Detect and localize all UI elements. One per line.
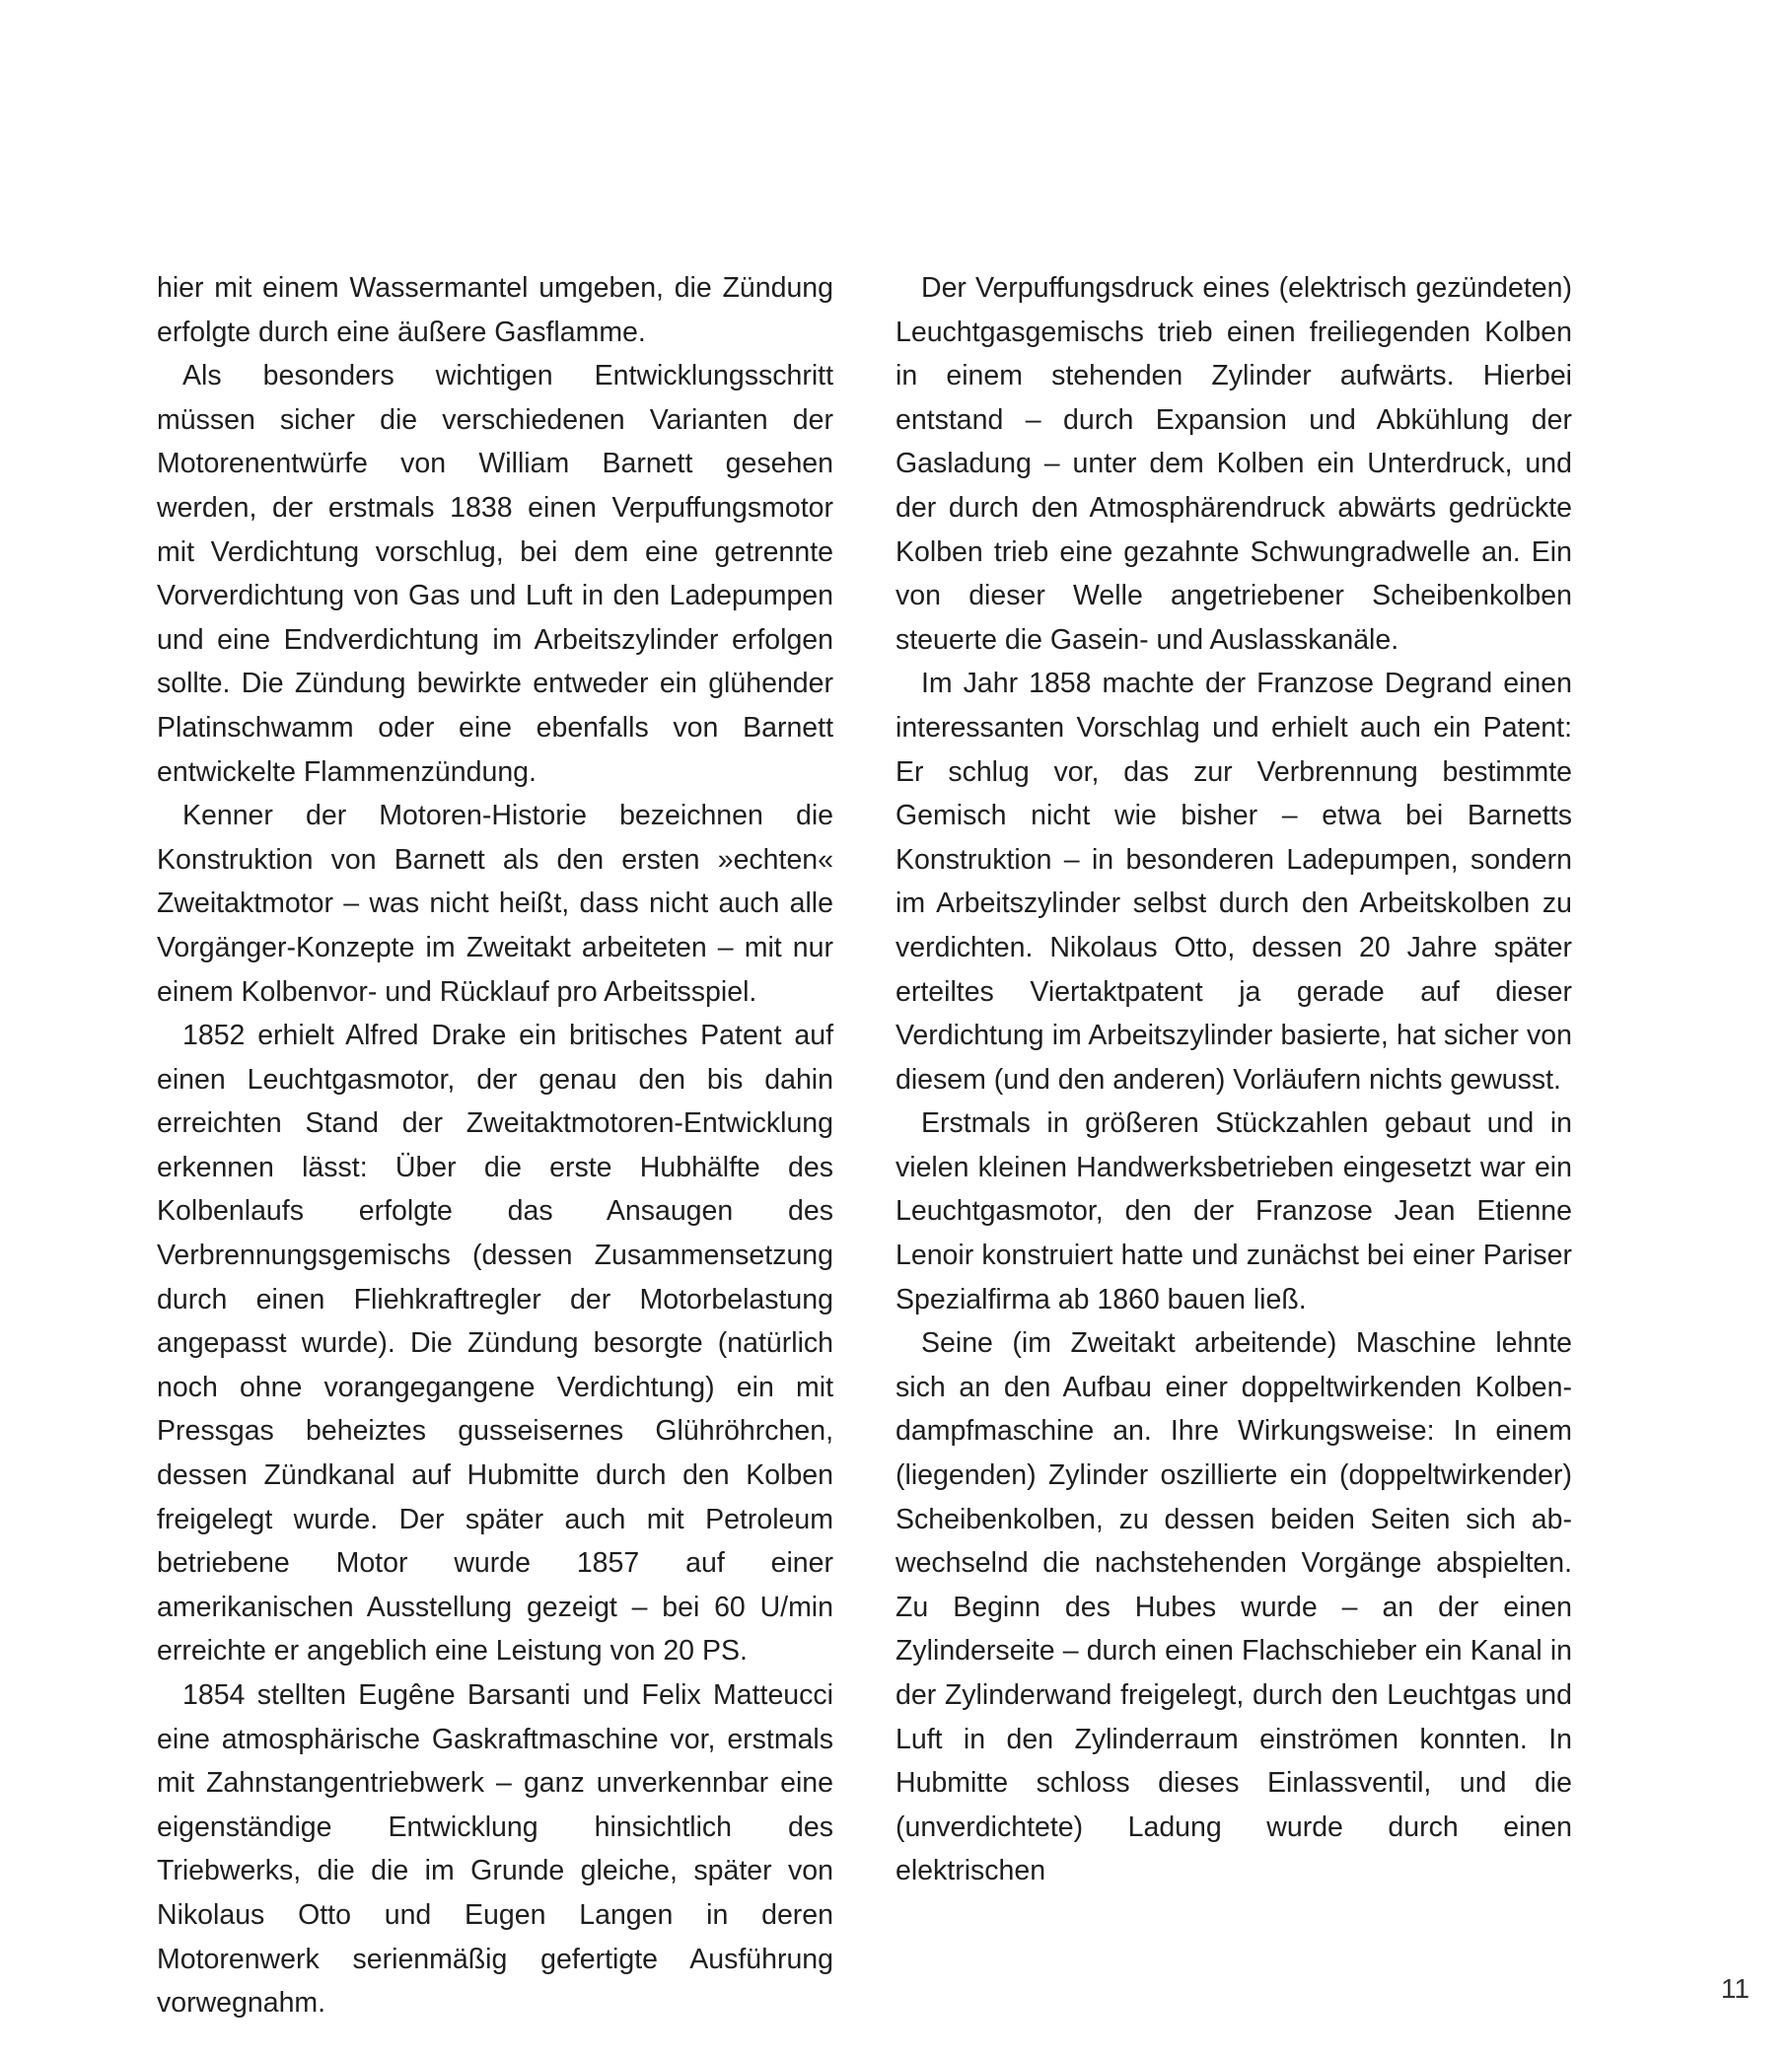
paragraph: Der Verpuffungsdruck eines (elektrisch gezündeten) Leuchtgasgemischs trieb einen freiliegenden Kolben in einem stehenden Zylinder aufwärts. Hierbei entstand – durch Expansion und Abkühlung der Gasladung – unter dem Kolben ein Unterdruck, und der durch den Atmosphärendruck abwärts gedrückte Kolben trieb eine gezahnte Schwungradwelle an. Ein von dieser Welle angetriebener Scheibenkolben steuerte die Gasein- und Auslasskanäle. xyxy=(896,272,1572,656)
left-text-column xyxy=(157,266,833,2025)
paragraph: 1854 stellten Eugêne Barsanti und Felix Matteucci eine atmosphärische Gaskraftmaschine vor, erstmals mit Zahnstangentriebwerk – ganz unverkennbar eine eigenständige Entwicklung hinsichtlich des Triebwerks, die die im Grunde gleiche, später von Nikolaus Otto und Eugen Langen in deren Motorenwerk serienmäßig gefertigte Ausführung vorwegnahm. xyxy=(157,1679,833,2020)
paragraph: Erstmals in größeren Stückzahlen gebaut und in vielen kleinen Handwerksbetrieben eingesetzt war ein Leuchtgasmotor, den der Franzose Jean Etienne Lenoir konstruiert hatte und zunächst bei einer Pariser Spezialfirma ab 1860 bauen ließ. xyxy=(896,1107,1572,1315)
paragraph: Im Jahr 1858 machte der Franzose Degrand einen interessanten Vorschlag und erhielt auch ein Patent: Er schlug vor, das zur Verbrennung bestimmte Gemisch nicht wie bisher – etwa bei Barnetts Konstruktion – in besonderen Ladepumpen, sondern im Arbeitszylinder selbst durch den Arbeitskolben zu verdichten. Nikolaus Otto, dessen 20 Jahre später erteiltes Viertaktpatent ja gerade auf dieser Verdichtung im Arbeitszylinder basierte, hat sicher von diesem (und den anderen) Vorläufern nichts gewusst. xyxy=(896,668,1572,1096)
paragraph: Als besonders wichtigen Entwicklungsschritt müssen sicher die verschiedenen Varianten der Motorenentwürfe von William Barnett gesehen werden, der erstmals 1838 einen Verpuffungsmotor mit Verdichtung vorschlug, bei dem eine getrennte Vorverdichtung von Gas und Luft in den Ladepumpen und eine Endverdichtung im Arbeitszylinder erfolgen sollte. Die Zündung bewirkte entweder ein glühender Platinschwamm oder eine ebenfalls von Barnett entwickelte Flammenzündung. xyxy=(157,360,833,788)
page-number: 11 xyxy=(1720,1973,1750,2004)
paragraph: hier mit einem Wassermantel umgeben, die Zündung erfolgte durch eine äußere Gasflamme. xyxy=(157,272,833,348)
paragraph: Seine (im Zweitakt arbeitende) Maschine lehnte sich an den Aufbau einer doppeltwirkenden Kolben-dampfmaschine an. Ihre Wirkungsweise: In einem (liegenden) Zylinder oszillierte ein (doppeltwirkender) Scheibenkolben, zu dessen beiden Seiten sich ab-wechselnd die nachstehenden Vorgänge abspielten. Zu Beginn des Hubes wurde – an der einen Zylinderseite – durch einen Flachschieber ein Kanal in der Zylinderwand freigelegt, durch den Leuchtgas und Luft in den Zylinderraum einströmen konnten. In Hubmitte schloss dieses Einlassventil, und die (unverdichtete) Ladung wurde durch einen elektrischen xyxy=(896,1327,1572,1887)
right-text-column xyxy=(896,266,1572,1893)
paragraph: 1852 erhielt Alfred Drake ein britisches Patent auf einen Leuchtgasmotor, der genau den bis dahin erreichten Stand der Zweitaktmotoren-Entwicklung erkennen lässt: Über die erste Hubhälfte des Kolbenlaufs erfolgte das Ansaugen des Verbrennungsgemischs (dessen Zusammensetzung durch einen Fliehkraftregler der Motorbelastung angepasst wurde). Die Zündung besorgte (natürlich noch ohne vorangegangene Verdichtung) ein mit Pressgas beheiztes gusseisernes Glühröhrchen, dessen Zündkanal auf Hubmitte durch den Kolben freigelegt wurde. Der später auch mit Petroleum betriebene Motor wurde 1857 auf einer amerikanischen Ausstellung gezeigt – bei 60 U/min erreichte er angeblich eine Leistung von 20 PS. xyxy=(157,1020,833,1668)
paragraph: Kenner der Motoren-Historie bezeichnen die Konstruktion von Barnett als den ersten »echten« Zweitaktmotor – was nicht heißt, dass nicht auch alle Vorgänger-Konzepte im Zweitakt arbeiteten – mit nur einem Kolbenvor- und Rücklauf pro Arbeitsspiel. xyxy=(157,800,833,1008)
